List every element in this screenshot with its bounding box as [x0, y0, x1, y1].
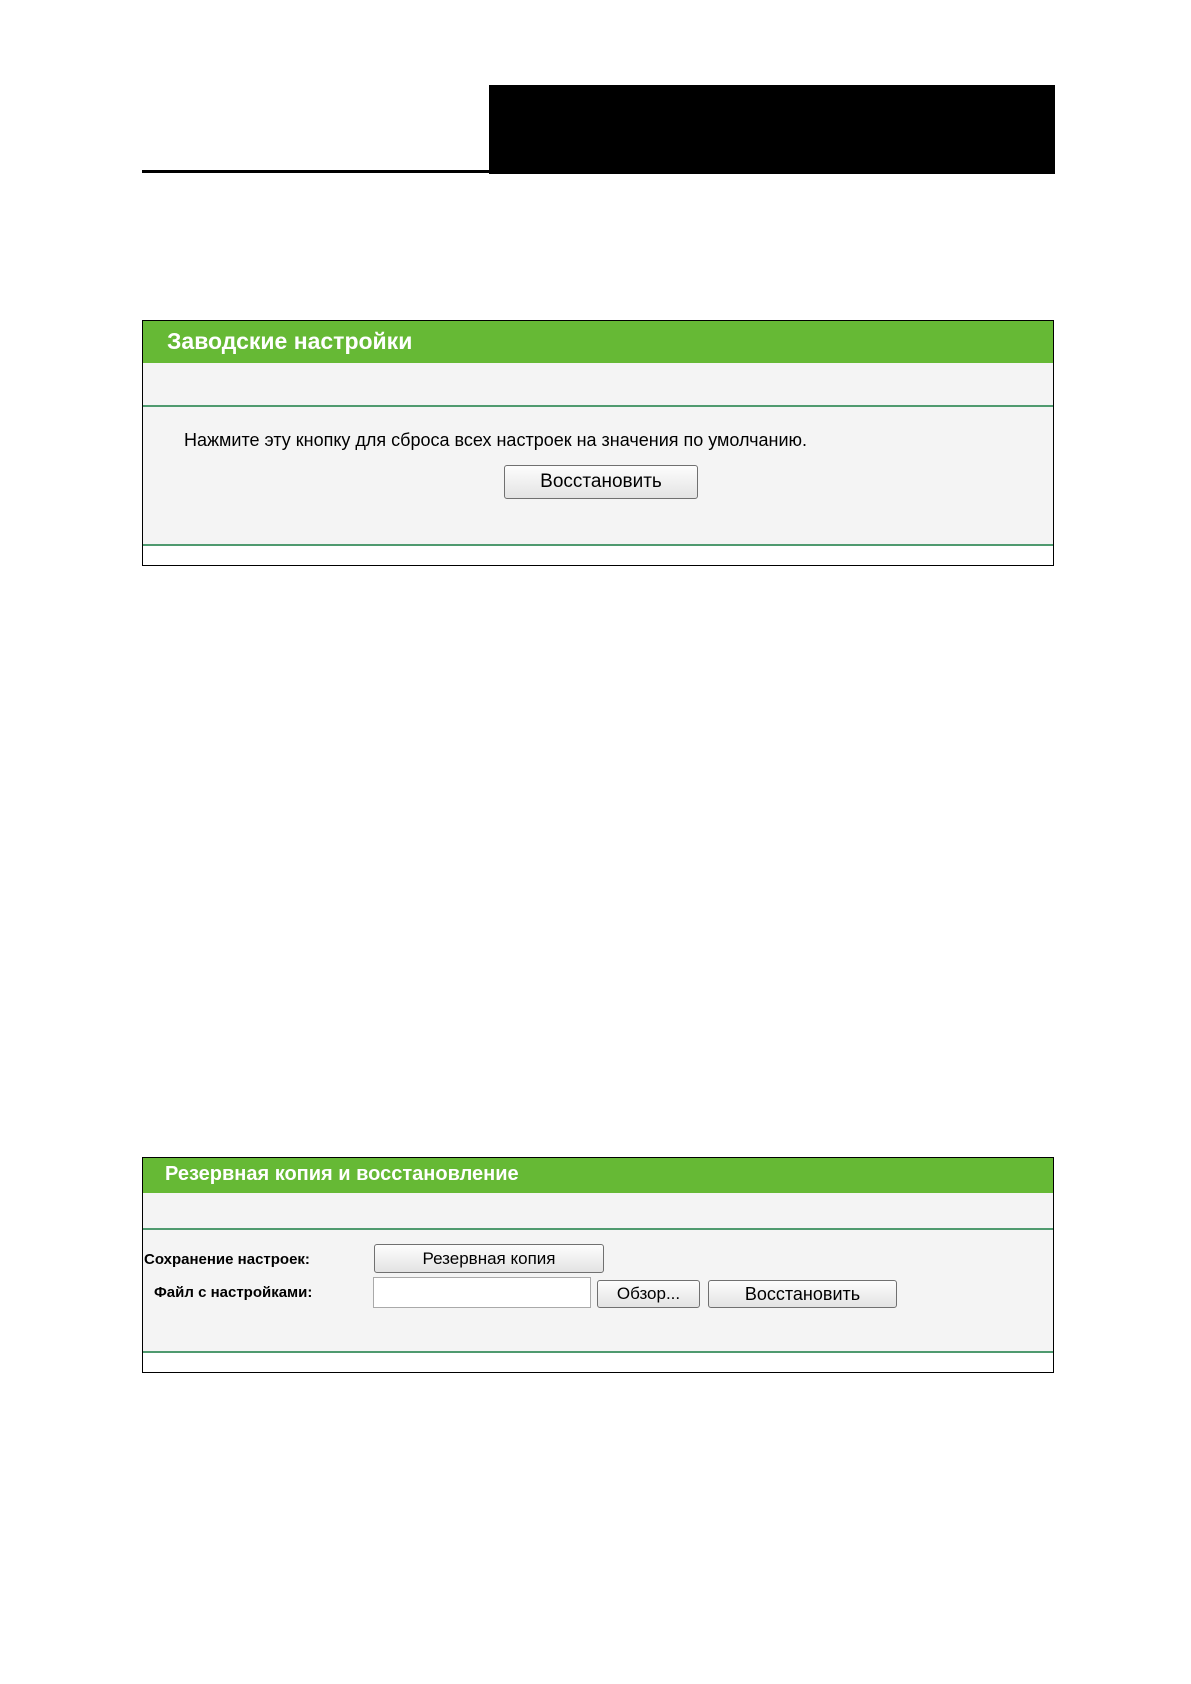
save-settings-label: Сохранение настроек:: [144, 1251, 310, 1268]
header-rule: [142, 170, 494, 173]
restore-from-file-button[interactable]: Восстановить: [708, 1280, 897, 1308]
browse-button[interactable]: Обзор...: [597, 1280, 700, 1308]
factory-defaults-gap: [143, 363, 1053, 405]
backup-restore-gap: [143, 1193, 1053, 1228]
backup-button[interactable]: Резервная копия: [374, 1244, 604, 1273]
factory-defaults-description: Нажмите эту кнопку для сброса всех настроек на значения по умолчанию.: [184, 430, 808, 450]
factory-defaults-title: [143, 321, 1053, 363]
backup-restore-title-text: Резервная копия и восстановление: [165, 1163, 519, 1185]
backup-restore-panel: [142, 1157, 1054, 1373]
settings-file-input[interactable]: [373, 1277, 591, 1308]
backup-restore-foot: [143, 1353, 1053, 1372]
header-block: [489, 85, 1055, 174]
backup-restore-body: [143, 1230, 1053, 1351]
factory-defaults-body: [143, 407, 1053, 544]
settings-file-label: Файл с настройками:: [154, 1284, 313, 1301]
factory-defaults-panel: [142, 320, 1054, 566]
factory-defaults-title-text: Заводские настройки: [167, 328, 413, 354]
factory-defaults-foot: [143, 546, 1053, 565]
factory-restore-button[interactable]: Восстановить: [504, 465, 698, 499]
backup-restore-title: [143, 1158, 1053, 1193]
